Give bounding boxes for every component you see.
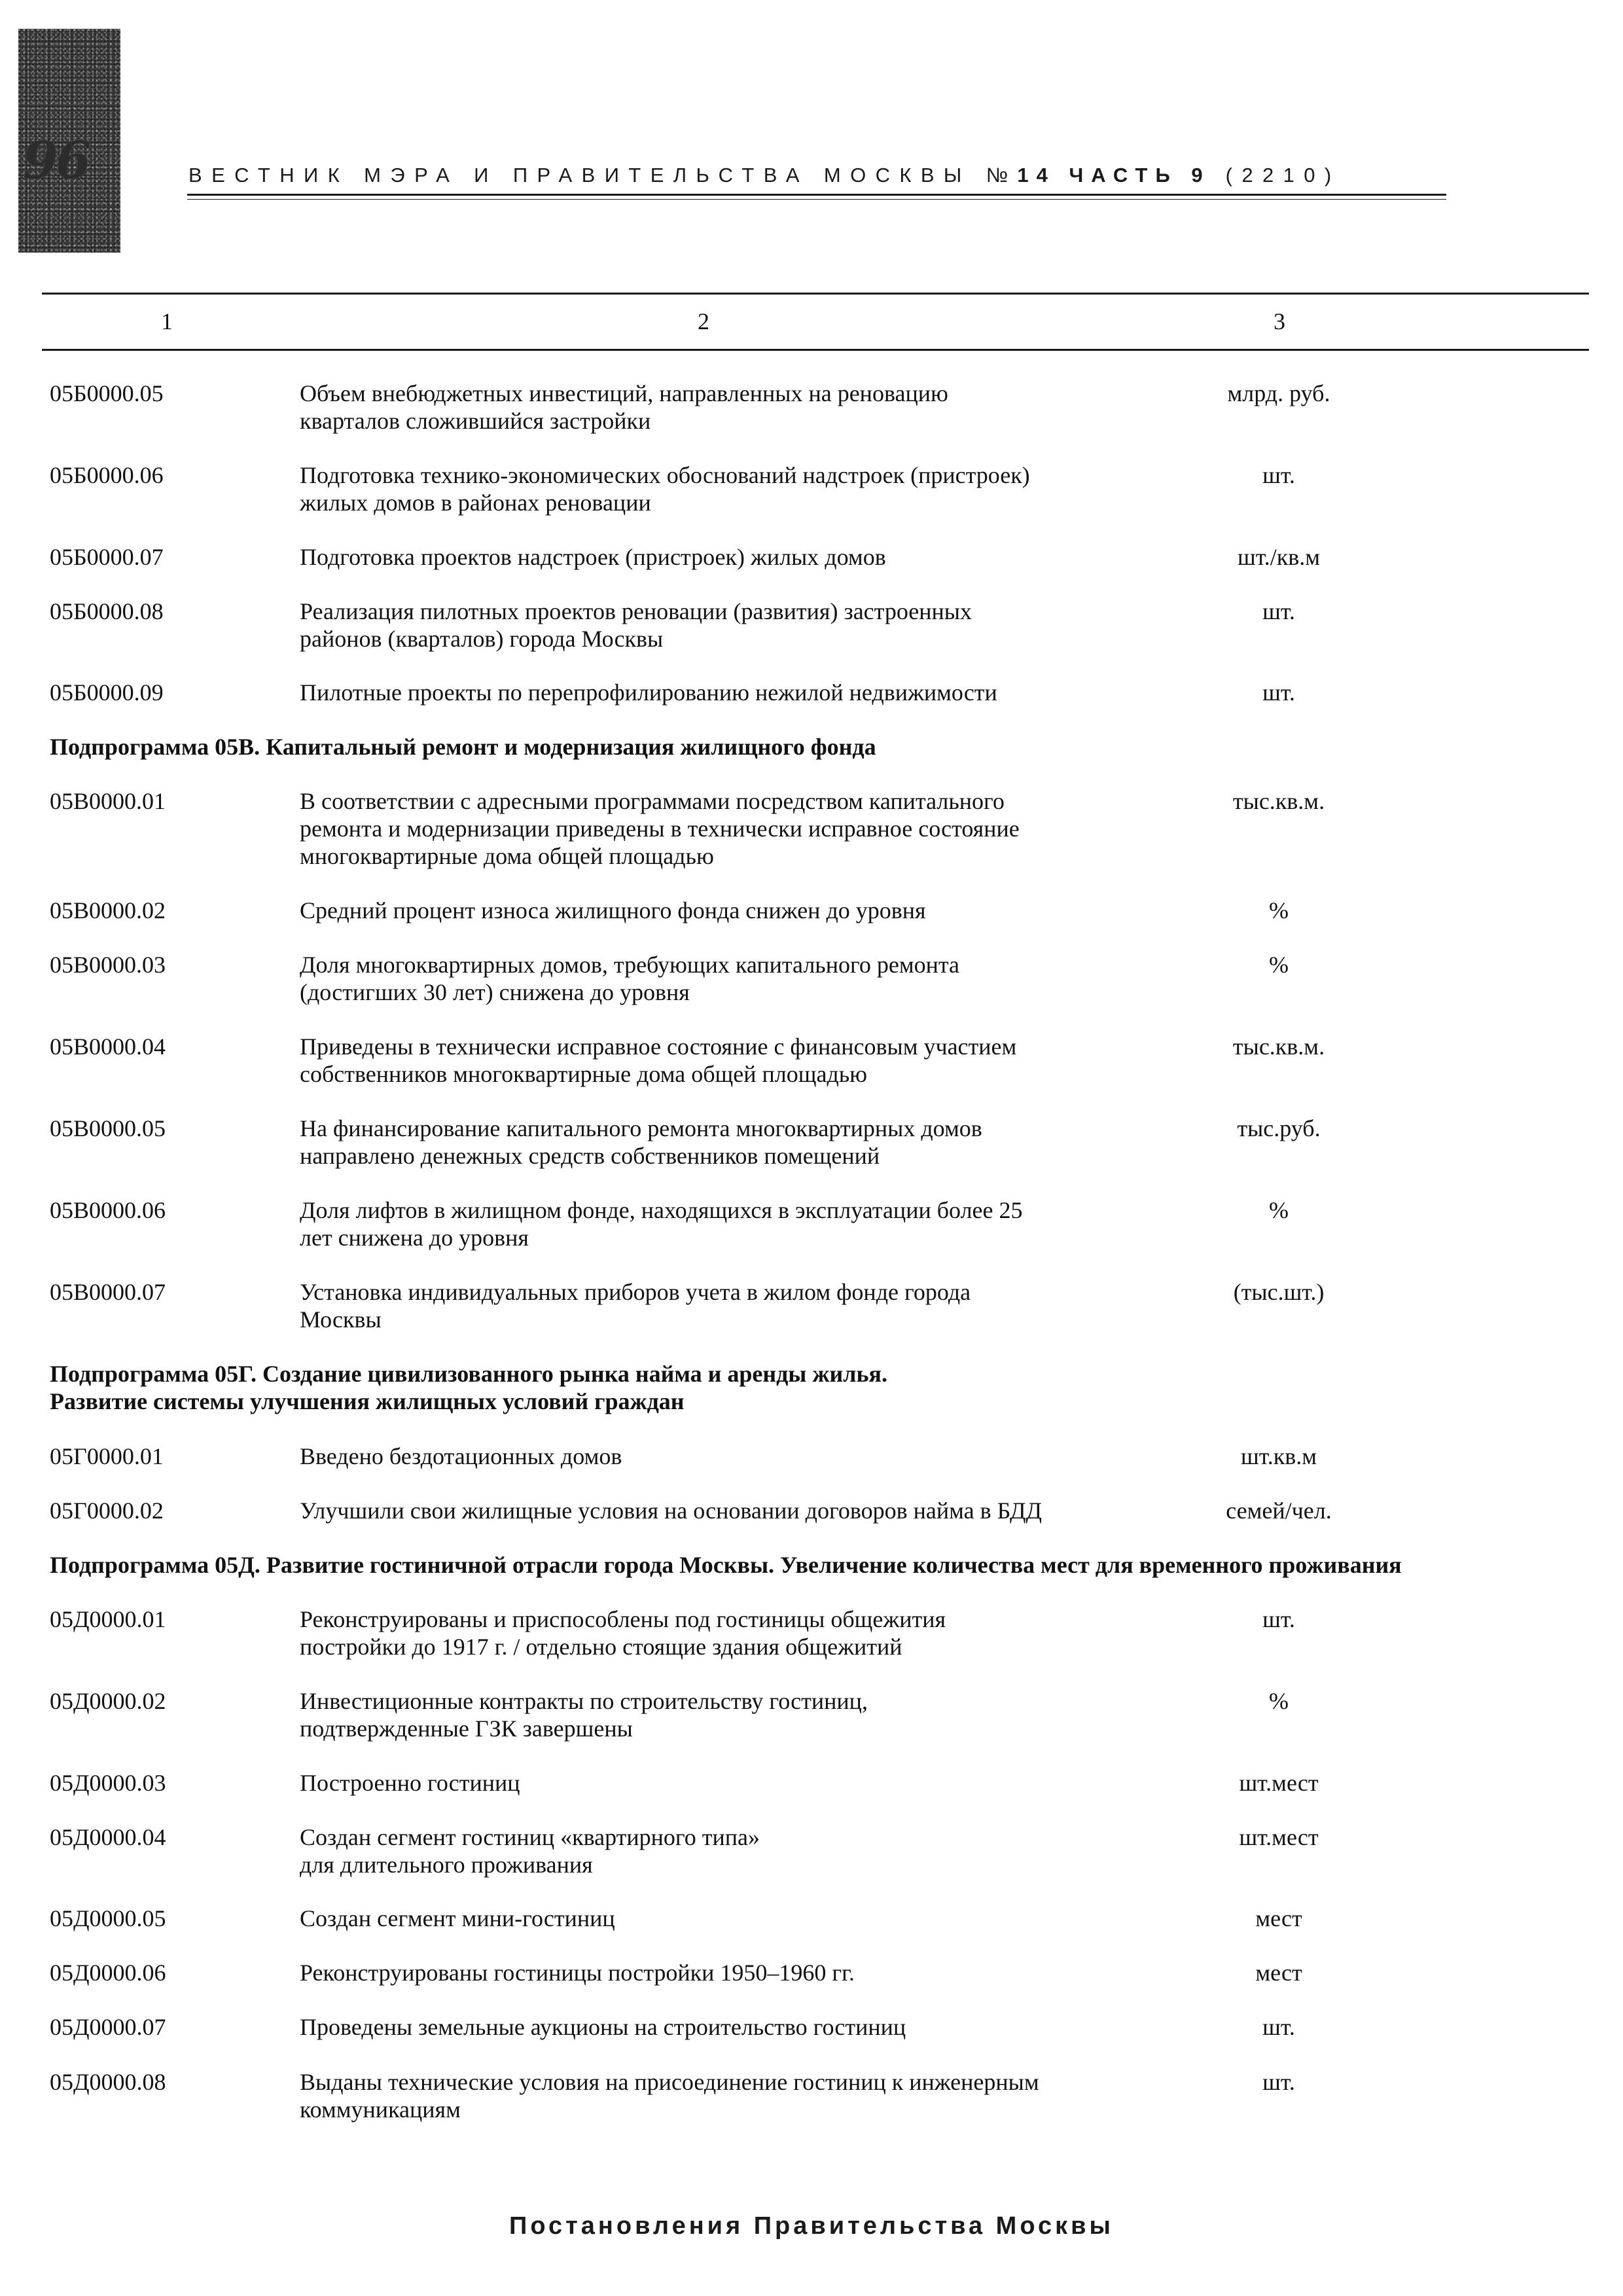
indicator-description: Доля многоквартирных домов, требующих капитального ремонта (достигших 30 лет) снижена до уровня <box>300 952 960 1005</box>
indicator-description: Реконструированы гостиницы постройки 1950–1960 гг. <box>300 1960 855 1986</box>
unit-of-measure: шт. <box>1262 598 1295 624</box>
indicator-description: Введено бездотационных домов <box>300 1443 622 1469</box>
indicator-description: Проведены земельные аукционы на строительство гостиниц <box>300 2014 906 2040</box>
indicator-description: Инвестиционные контракты по строительству гостиниц, подтвержденные ГЗК завершены <box>300 1688 868 1742</box>
indicator-code: 05Д0000.08 <box>50 2069 166 2095</box>
subprogram-heading: Подпрограмма 05Д. Развитие гостиничной отрасли города Москвы. Увеличение количества мест для временного проживания <box>50 1552 1402 1578</box>
unit-of-measure: (тыс.шт.) <box>1233 1279 1325 1305</box>
unit-of-measure: % <box>1269 897 1289 924</box>
indicator-code: 05Д0000.07 <box>50 2014 166 2040</box>
unit-of-measure: шт. <box>1262 679 1295 706</box>
indicator-description: Построенно гостиниц <box>300 1770 520 1796</box>
indicator-code: 05Д0000.06 <box>50 1960 166 1986</box>
indicator-description: Подготовка технико-экономических обоснований надстроек (пристроек) жилых домов в районах реновации <box>300 462 1030 516</box>
indicator-description: На финансирование капитального ремонта многоквартирных домов направлено денежных средств собственников помещений <box>300 1115 982 1169</box>
unit-of-measure: тыс.руб. <box>1237 1115 1321 1141</box>
masthead-issue: 14 ЧАСТЬ 9 <box>1017 164 1211 187</box>
indicator-code: 05Б0000.08 <box>50 598 164 624</box>
indicator-description: Пилотные проекты по перепрофилированию нежилой недвижимости <box>300 679 997 706</box>
indicator-description: Создан сегмент гостиниц «квартирного типа» для длительного проживания <box>300 1824 760 1878</box>
indicator-description: Реализация пилотных проектов реновации (развития) застроенных районов (кварталов) города Москвы <box>300 598 972 652</box>
indicator-description: Подготовка проектов надстроек (пристроек) жилых домов <box>300 544 886 570</box>
indicator-code: 05В0000.01 <box>50 788 166 814</box>
indicator-description: Установка индивидуальных приборов учета в жилом фонде города Москвы <box>300 1279 971 1333</box>
unit-of-measure: мест <box>1255 1960 1302 1986</box>
indicator-code: 05Д0000.02 <box>50 1688 166 1714</box>
unit-of-measure: шт.мест <box>1239 1770 1319 1796</box>
indicator-code: 05Г0000.02 <box>50 1498 164 1524</box>
indicator-code: 05Д0000.03 <box>50 1770 166 1796</box>
indicator-description: Объем внебюджетных инвестиций, направленных на реновацию кварталов сложившийся застройки <box>300 380 948 434</box>
indicator-code: 05В0000.03 <box>50 952 166 978</box>
indicator-code: 05В0000.05 <box>50 1115 166 1141</box>
unit-of-measure: тыс.кв.м. <box>1232 1033 1325 1060</box>
indicator-description: Средний процент износа жилищного фонда снижен до уровня <box>300 897 926 924</box>
indicator-description: Создан сегмент мини-гостиниц <box>300 1905 615 1931</box>
unit-of-measure: семей/чел. <box>1226 1498 1332 1524</box>
indicator-code: 05Д0000.04 <box>50 1824 166 1850</box>
unit-of-measure: % <box>1269 1197 1289 1223</box>
subprogram-heading: Подпрограмма 05Г. Создание цивилизованного рынка найма и аренды жилья. Развитие системы улучшения жилищных условий граждан <box>50 1361 887 1414</box>
unit-of-measure: шт.кв.м <box>1240 1443 1317 1469</box>
indicator-code: 05Б0000.05 <box>50 380 164 406</box>
subprogram-heading: Подпрограмма 05В. Капитальный ремонт и модернизация жилищного фонда <box>50 734 876 760</box>
masthead <box>188 164 1445 187</box>
page-footer: Постановления Правительства Москвы <box>509 2212 1114 2240</box>
indicator-code: 05Г0000.01 <box>50 1443 164 1469</box>
indicator-code: 05В0000.06 <box>50 1197 166 1223</box>
indicator-description: Реконструированы и приспособлены под гостиницы общежития постройки до 1917 г. / отдельно стоящие здания общежитий <box>300 1606 946 1660</box>
unit-of-measure: шт. <box>1262 2014 1295 2040</box>
indicator-description: В соответствии с адресными программами посредством капитального ремонта и модернизации приведены в технически исправное состояние многоквартирные дома общей площадью <box>300 788 1020 869</box>
unit-of-measure: мест <box>1255 1905 1302 1931</box>
column-header-2: 2 <box>698 308 709 334</box>
unit-of-measure: шт.мест <box>1239 1824 1319 1850</box>
masthead-rule <box>187 194 1446 196</box>
masthead-issue-number: (2210) <box>1225 164 1341 187</box>
unit-of-measure: % <box>1269 952 1289 978</box>
page-number: 96 <box>22 131 89 190</box>
unit-of-measure: шт. <box>1262 1606 1295 1632</box>
indicator-code: 05Д0000.05 <box>50 1905 166 1931</box>
indicator-code: 05Б0000.06 <box>50 462 164 488</box>
indicator-code: 05В0000.07 <box>50 1279 166 1305</box>
indicator-code: 05В0000.04 <box>50 1033 166 1060</box>
unit-of-measure: шт. <box>1262 2069 1295 2095</box>
column-header-3: 3 <box>1274 308 1285 334</box>
unit-of-measure: шт. <box>1262 462 1295 488</box>
indicator-code: 05В0000.02 <box>50 897 166 924</box>
table-top-rule <box>42 293 1589 295</box>
table-header-rule <box>42 349 1589 351</box>
unit-of-measure: тыс.кв.м. <box>1232 788 1325 814</box>
column-header-1: 1 <box>161 308 173 334</box>
indicator-description: Приведены в технически исправное состояние с финансовым участием собственников многоквартирные дома общей площадью <box>300 1033 1017 1087</box>
indicator-description: Улучшили свои жилищные условия на основании договоров найма в БДД <box>300 1498 1043 1524</box>
indicator-code: 05Б0000.09 <box>50 679 164 706</box>
unit-of-measure: шт./кв.м <box>1237 544 1321 570</box>
masthead-rule-thin <box>187 199 1446 200</box>
unit-of-measure: млрд. руб. <box>1227 380 1330 406</box>
indicator-description: Доля лифтов в жилищном фонде, находящихся в эксплуатации более 25 лет снижена до уровня <box>300 1197 1023 1251</box>
indicator-code: 05Б0000.07 <box>50 544 164 570</box>
indicator-description: Выданы технические условия на присоединение гостиниц к инженерным коммуникациям <box>300 2069 1039 2123</box>
masthead-title: ВЕСТНИК МЭРА И ПРАВИТЕЛЬСТВА МОСКВЫ № <box>188 164 1018 187</box>
unit-of-measure: % <box>1269 1688 1289 1714</box>
indicator-code: 05Д0000.01 <box>50 1606 166 1632</box>
